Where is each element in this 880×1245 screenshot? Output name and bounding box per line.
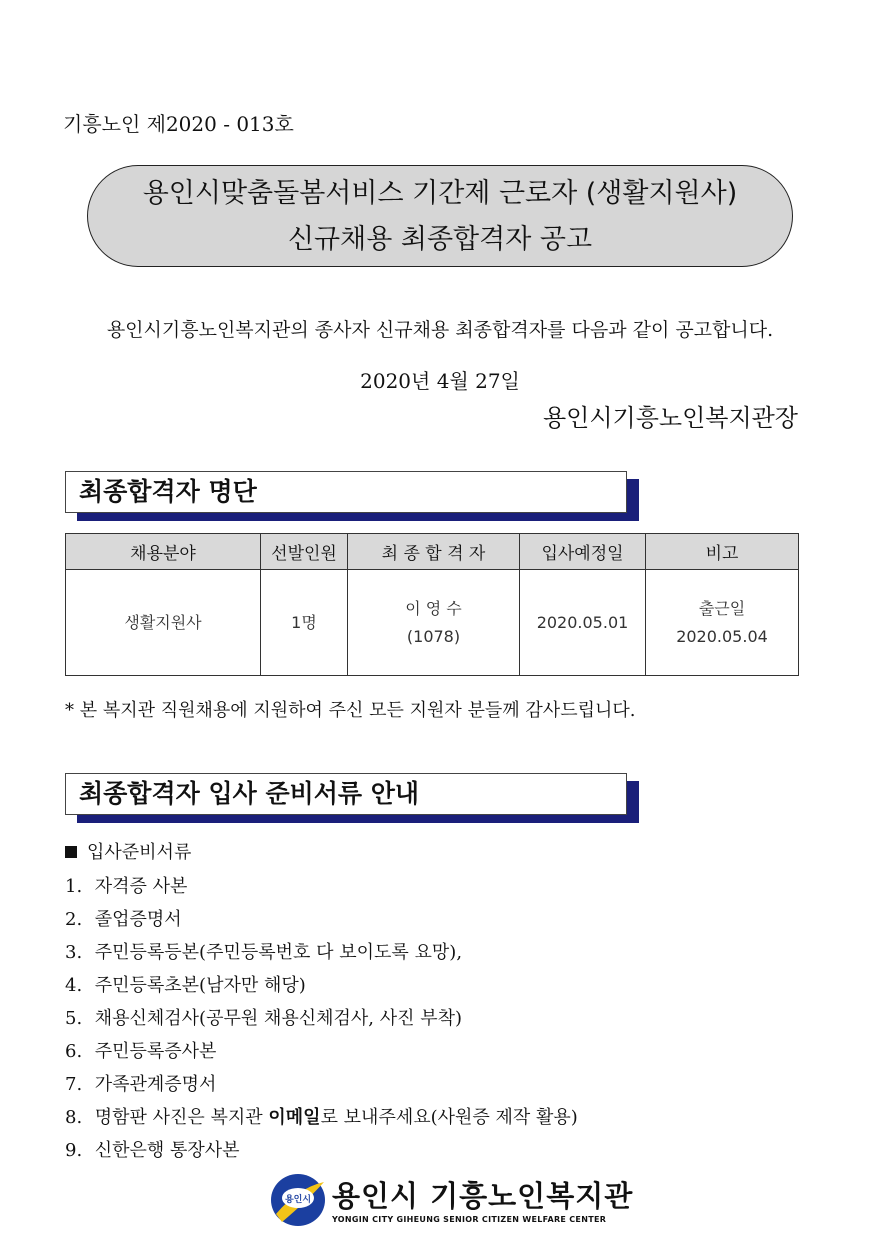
cell-name-sub: (1078): [406, 626, 461, 646]
list-item: [65, 870, 578, 903]
header-field: 채용분야: [66, 534, 261, 570]
item-text: 졸업증명서: [94, 909, 182, 930]
documents-list: [65, 870, 578, 1167]
cell-note-line-2: 2020.05.04: [676, 626, 768, 646]
cell-count: 1명: [261, 570, 348, 676]
item-text: 신한은행 통장사본: [94, 1140, 240, 1161]
table-header-row: [66, 534, 799, 570]
section-heading-roster: 최종합격자 명단: [65, 471, 627, 513]
announcement-date: 2020년 4월 27일: [360, 369, 520, 393]
logo-subtitle: YONGIN CITY GIHEUNG SENIOR CITIZEN WELFARE CENTER: [332, 1215, 607, 1224]
list-item: [65, 936, 578, 969]
documents-subheading-text: 입사준비서류: [87, 842, 192, 863]
item-text-emphasis: 이메일: [268, 1107, 321, 1128]
item-text: 주민등록증사본: [94, 1041, 217, 1062]
emblem-label: 용인시: [284, 1195, 312, 1205]
cell-note: [646, 570, 799, 676]
documents-subheading: [65, 838, 191, 864]
list-item: [65, 1101, 578, 1134]
item-number: 8.: [65, 1107, 83, 1128]
header-count: 선발인원: [261, 534, 348, 570]
intro-text: 용인시기흥노인복지관의 종사자 신규채용 최종합격자를 다음과 같이 공고합니다.: [106, 319, 774, 341]
item-number: 9.: [65, 1140, 83, 1161]
cell-start-date: 2020.05.01: [520, 570, 646, 676]
header-note: 비고: [646, 534, 799, 570]
cell-field: 생활지원사: [66, 570, 261, 676]
header-name: 최 종 합 격 자: [348, 534, 520, 570]
item-text: 자격증 사본: [94, 876, 188, 897]
square-bullet-icon: [65, 846, 77, 858]
document-number: 기흥노인 제2020 - 013호: [63, 112, 294, 136]
item-number: 7.: [65, 1074, 83, 1095]
item-text: 명함판 사진은 복지관: [94, 1107, 269, 1128]
list-item: [65, 1002, 578, 1035]
item-number: 5.: [65, 1008, 83, 1029]
title-box: [87, 165, 793, 267]
item-text: 채용신체검사(공무원 채용신체검사, 사진 부착): [94, 1008, 463, 1029]
item-text: 주민등록초본(남자만 해당): [94, 975, 306, 996]
title-line-1: 용인시맞춤돌봄서비스 기간제 근로자 (생활지원사): [142, 178, 738, 209]
logo-name: 용인시 기흥노인복지관: [332, 1179, 634, 1213]
cell-name: [348, 570, 520, 676]
item-text-tail: 로 보내주세요(사원증 제작 활용): [320, 1107, 578, 1128]
item-number: 1.: [65, 876, 83, 897]
roster-table: [65, 533, 799, 676]
list-item: [65, 903, 578, 936]
signer: 용인시기흥노인복지관장: [542, 404, 798, 432]
cell-note-line-1: 출근일: [698, 598, 746, 618]
header-start-date: 입사예정일: [520, 534, 646, 570]
list-item: [65, 1134, 578, 1167]
table-row: [66, 570, 799, 676]
thanks-note: * 본 복지관 직원채용에 지원하여 주신 모든 지원자 분들께 감사드립니다.: [65, 700, 636, 721]
welfare-center-emblem-icon: [268, 1170, 330, 1230]
item-number: 3.: [65, 942, 83, 963]
item-text: 가족관계증명서: [94, 1074, 217, 1095]
item-text: 주민등록등본(주민등록번호 다 보이도록 요망),: [94, 942, 463, 963]
list-item: [65, 969, 578, 1002]
item-number: 4.: [65, 975, 83, 996]
item-number: 2.: [65, 909, 83, 930]
section-heading-documents: 최종합격자 입사 준비서류 안내: [65, 773, 627, 815]
item-number: 6.: [65, 1041, 83, 1062]
list-item: [65, 1035, 578, 1068]
cell-name-main: 이 영 수: [405, 598, 462, 618]
list-item: [65, 1068, 578, 1101]
title-line-2: 신규채용 최종합격자 공고: [287, 224, 593, 255]
